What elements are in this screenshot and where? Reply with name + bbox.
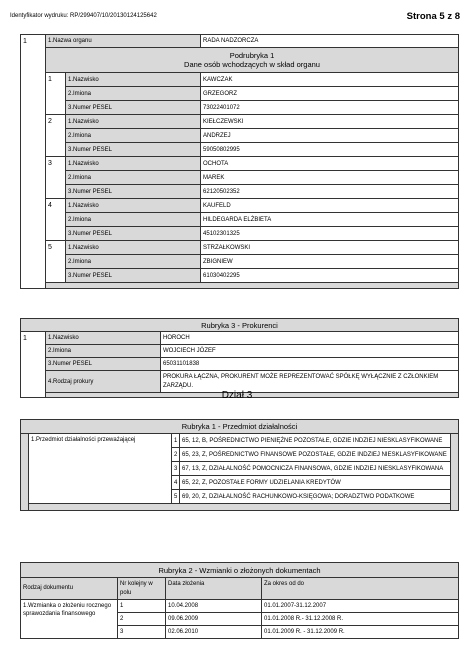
- page-number: Strona 5 z 8: [406, 11, 460, 22]
- pesel-value: 73022401072: [201, 101, 459, 115]
- names-label: 2.Imiona: [66, 255, 201, 269]
- filing-date: 09.06.2009: [166, 613, 262, 626]
- activity-text: 69, 20, Z, DZIAŁALNOŚĆ RACHUNKOWO-KSIĘGOWA; DORADZTWO PODATKOWE: [180, 490, 451, 504]
- prokura-type-label: 4.Rodzaj prokury: [46, 371, 161, 393]
- activity-label: 1.Przedmiot działalności przeważającej: [29, 434, 172, 504]
- column-header: Za okres od do: [262, 578, 459, 600]
- prokurenci-title: Rubryka 3 - Prokurenci: [21, 319, 459, 332]
- names-label: 2.Imiona: [66, 87, 201, 101]
- documents-title: Rubryka 2 - Wzmianki o złożonych dokumentach: [21, 563, 459, 578]
- pesel-label: 3.Numer PESEL: [66, 269, 201, 283]
- surname-label: 1.Nazwisko: [66, 241, 201, 255]
- names-value: ANDRZEJ: [201, 129, 459, 143]
- section-heading: Dział 3: [221, 390, 253, 401]
- person-index: 4: [46, 199, 66, 241]
- subheading-subtitle: Dane osób wchodzących w skład organu: [184, 60, 320, 69]
- surname-label: 1.Nazwisko: [46, 332, 161, 345]
- pesel-label: 3.Numer PESEL: [46, 358, 161, 371]
- surname-label: 1.Nazwisko: [66, 73, 201, 87]
- column-header: Nr kolejny w polu: [118, 578, 166, 600]
- filing-date: 02.06.2010: [166, 626, 262, 639]
- names-label: 2.Imiona: [46, 345, 161, 358]
- surname-label: 1.Nazwisko: [66, 199, 201, 213]
- names-value: MAREK: [201, 171, 459, 185]
- row-number: 1: [118, 600, 166, 613]
- period: 01.01.2007-31.12.2007: [262, 600, 459, 613]
- surname-value: OCHOTA: [201, 157, 459, 171]
- column-header: Data złożenia: [166, 578, 262, 600]
- activity-index: 2: [172, 448, 180, 462]
- pesel-label: 3.Numer PESEL: [66, 227, 201, 241]
- pesel-value: 59050802995: [201, 143, 459, 157]
- pesel-value: 62120502352: [201, 185, 459, 199]
- row-number: 3: [118, 626, 166, 639]
- period: 01.01.2008 R.- 31.12.2008 R.: [262, 613, 459, 626]
- right-gutter: [451, 434, 459, 511]
- organ-table: [20, 34, 459, 289]
- organ-value: RADA NADZORCZA: [201, 35, 459, 48]
- table-footer-spacer: [29, 504, 451, 511]
- period: 01.01.2009 R. - 31.12.2009 R.: [262, 626, 459, 639]
- prokura-type-value: PROKURA ŁĄCZNA, PROKURENT MOŻE REPREZENTOWAĆ SPÓŁKĘ WYŁĄCZNIE Z CZŁONKIEM ZARZĄDU.: [161, 371, 459, 393]
- surname-value: KIEŁCZEWSKI: [201, 115, 459, 129]
- names-value: GRZEGORZ: [201, 87, 459, 101]
- pesel-value: 61030402295: [201, 269, 459, 283]
- surname-value: STRZAŁKOWSKI: [201, 241, 459, 255]
- surname-value: KAWCZAK: [201, 73, 459, 87]
- activity-text: 65, 22, Z, POZOSTAŁE FORMY UDZIELANIA KREDYTÓW: [180, 476, 451, 490]
- names-label: 2.Imiona: [66, 213, 201, 227]
- surname-value: HOROCH: [161, 332, 459, 345]
- pesel-label: 3.Numer PESEL: [66, 143, 201, 157]
- filing-date: 10.04.2008: [166, 600, 262, 613]
- activity-index: 4: [172, 476, 180, 490]
- activity-index: 3: [172, 462, 180, 476]
- row-number: 2: [118, 613, 166, 626]
- person-index: 3: [46, 157, 66, 199]
- document-type: 1.Wzmianka o złożeniu rocznego sprawozdania finansowego: [21, 600, 118, 639]
- pesel-value: 45102301325: [201, 227, 459, 241]
- subheading: [46, 48, 459, 73]
- activity-index: 5: [172, 490, 180, 504]
- column-header: Rodzaj dokumentu: [21, 578, 118, 600]
- person-index: 2: [46, 115, 66, 157]
- names-value: ZBIGNIEW: [201, 255, 459, 269]
- pesel-value: 65031101838: [161, 358, 459, 371]
- business-activity-title: Rubryka 1 - Przedmiot działalności: [21, 420, 459, 434]
- pesel-label: 3.Numer PESEL: [66, 185, 201, 199]
- person-index: 5: [46, 241, 66, 283]
- business-activity-table: [20, 419, 459, 511]
- surname-label: 1.Nazwisko: [66, 157, 201, 171]
- table-footer-spacer: [46, 283, 459, 289]
- names-label: 2.Imiona: [66, 171, 201, 185]
- activity-text: 67, 13, Z, DZIAŁALNOŚĆ POMOCNICZA FINANSOWA, GDZIE INDZIEJ NIESKLASYFIKOWANA: [180, 462, 451, 476]
- activity-text: 65, 23, Z, POŚREDNICTWO FINANSOWE POZOSTAŁE, GDZIE INDZIEJ NIESKLASYFIKOWANE: [180, 448, 451, 462]
- names-value: WOJCIECH JÓZEF: [161, 345, 459, 358]
- left-gutter: [21, 434, 29, 511]
- names-value: HILDEGARDA ELŻBIETA: [201, 213, 459, 227]
- surname-value: KAUFELD: [201, 199, 459, 213]
- activity-index: 1: [172, 434, 180, 448]
- organ-label: 1.Nazwa organu: [46, 35, 201, 48]
- pesel-label: 3.Numer PESEL: [66, 101, 201, 115]
- prokurent-index: 1: [21, 332, 46, 398]
- documents-table: [20, 562, 459, 639]
- subheading-title: Podrubryka 1: [229, 51, 275, 60]
- prokurenci-table: [20, 318, 459, 398]
- activity-text: 65, 12, B, POŚREDNICTWO PIENIĘŻNE POZOSTAŁE, GDZIE INDZIEJ NIESKLASYFIKOWANE: [180, 434, 451, 448]
- names-label: 2.Imiona: [66, 129, 201, 143]
- person-index: 1: [46, 73, 66, 115]
- print-identifier: Identyfikator wydruku: RP/299407/10/20130124125642: [10, 13, 157, 19]
- surname-label: 1.Nazwisko: [66, 115, 201, 129]
- section-index: 1: [21, 35, 46, 289]
